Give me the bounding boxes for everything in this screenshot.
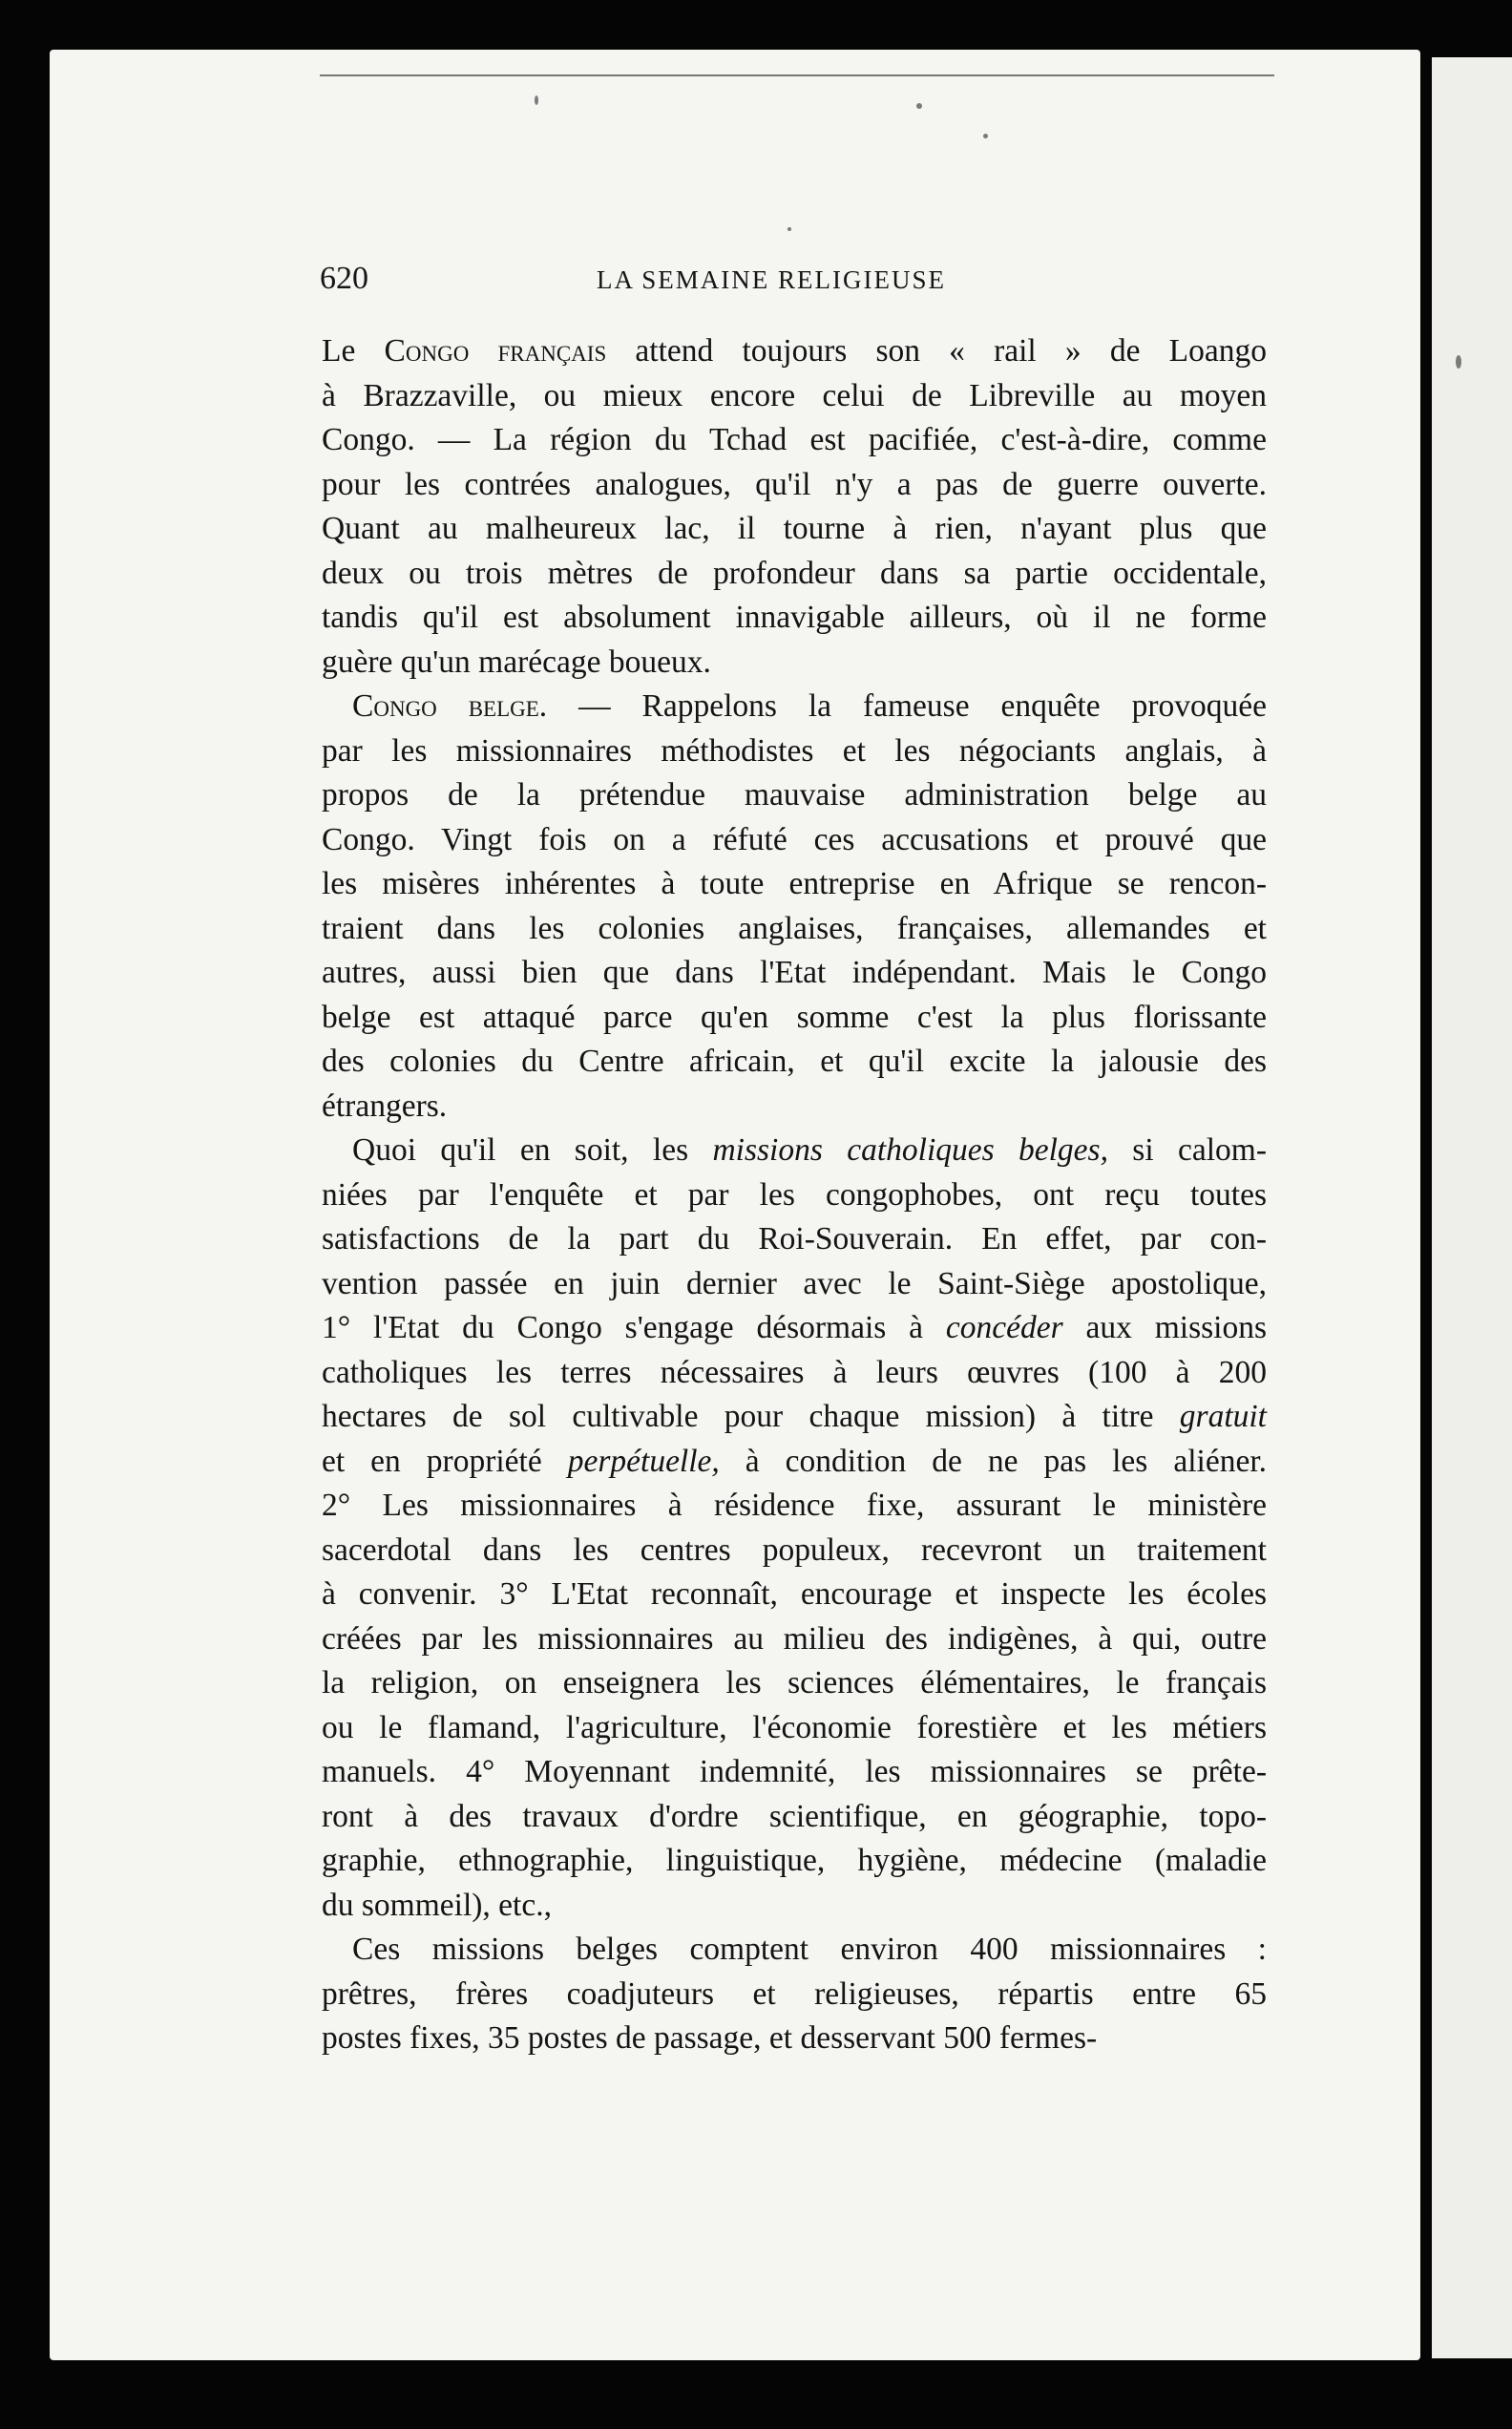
text-line	[322, 552, 1267, 597]
small-caps-text: Congo belge.	[352, 688, 548, 724]
text-line	[322, 1085, 1267, 1130]
page-top-rule	[320, 74, 1274, 76]
text-line	[322, 1750, 1267, 1795]
text-line	[322, 818, 1267, 863]
text-line	[322, 996, 1267, 1041]
text-run: — Rappelons la fameuse enquête provoquée	[547, 688, 1267, 724]
text-run: si calom-	[1107, 1132, 1267, 1168]
text-line	[322, 1351, 1267, 1396]
text-line	[322, 463, 1267, 508]
text-run: vention passée en juin dernier avec le Saint-Siège apostolique,	[322, 1265, 1267, 1301]
small-caps-text: Congo français	[384, 333, 607, 369]
text-run: guère qu'un marécage boueux.	[322, 644, 711, 680]
text-line	[322, 2017, 1267, 2061]
text-run: hectares de sol cultivable pour chaque mission) à titre	[322, 1399, 1180, 1434]
text-line	[322, 1884, 1267, 1929]
text-line	[322, 685, 1267, 729]
text-line	[322, 374, 1267, 419]
italic-text: missions catholiques belges,	[712, 1132, 1108, 1168]
text-run: Quant au malheureux lac, il tourne à rien, n'ayant plus que	[322, 511, 1267, 546]
text-run: du sommeil), etc.,	[322, 1887, 552, 1923]
text-run: catholiques les terres nécessaires à leurs œuvres (100 à 200	[322, 1354, 1267, 1390]
text-line	[322, 1484, 1267, 1529]
scan-speck	[535, 95, 538, 105]
text-line	[322, 329, 1267, 374]
text-line	[322, 729, 1267, 774]
text-line	[322, 1306, 1267, 1351]
scan-speck	[1456, 355, 1461, 369]
running-title: LA SEMAINE RELIGIEUSE	[597, 265, 946, 294]
scan-speck	[983, 134, 988, 138]
text-run: Ces missions belges comptent environ 400 missionnaires :	[352, 1932, 1267, 1967]
text-line	[322, 507, 1267, 552]
text-line	[322, 418, 1267, 463]
text-run: Le	[322, 333, 385, 369]
italic-text: perpétuelle,	[567, 1443, 720, 1479]
text-run: belge est attaqué parce qu'en somme c'est la plus florissante	[322, 999, 1267, 1035]
text-line	[322, 1217, 1267, 1262]
text-run: à convenir. 3° L'Etat reconnaît, encourage et inspecte les écoles	[322, 1576, 1267, 1612]
text-run: postes fixes, 35 postes de passage, et desservant 500 fermes-	[322, 2020, 1098, 2056]
italic-text: concéder	[945, 1310, 1063, 1345]
italic-text: gratuit	[1179, 1399, 1267, 1434]
text-line	[322, 1040, 1267, 1085]
scan-speck	[788, 227, 791, 231]
text-run: à Brazzaville, ou mieux encore celui de Libreville au moyen	[322, 377, 1267, 413]
text-run: propos de la prétendue mauvaise administration belge au	[322, 777, 1267, 813]
text-line	[322, 1973, 1267, 2017]
text-run: attend toujours son « rail » de Loango	[606, 333, 1267, 369]
text-run: pour les contrées analogues, qu'il n'y a pas de guerre ouverte.	[322, 466, 1267, 502]
text-run: manuels. 4° Moyennant indemnité, les missionnaires se prête-	[322, 1754, 1267, 1789]
text-line	[322, 596, 1267, 641]
text-run: par les missionnaires méthodistes et les négociants anglais, à	[322, 732, 1267, 769]
text-line	[322, 1395, 1267, 1440]
text-line	[322, 1928, 1267, 1973]
text-run: Congo. Vingt fois on a réfuté ces accusations et prouvé que	[322, 821, 1267, 857]
text-line	[322, 1440, 1267, 1485]
text-run: graphie, ethnographie, linguistique, hygiène, médecine (maladie	[322, 1843, 1267, 1878]
text-run: des colonies du Centre africain, et qu'il excite la jalousie des	[322, 1044, 1267, 1079]
text-run: traient dans les colonies anglaises, françaises, allemandes et	[322, 910, 1267, 946]
text-run: les misères inhérentes à toute entreprise en Afrique se rencon-	[322, 866, 1267, 901]
scan-speck	[916, 103, 922, 109]
text-run: ou le flamand, l'agriculture, l'économie forestière et les métiers	[322, 1709, 1267, 1745]
text-run: 2° Les missionnaires à résidence fixe, assurant le ministère	[322, 1488, 1267, 1523]
text-line	[322, 1129, 1267, 1173]
text-line	[322, 951, 1267, 996]
running-head	[320, 256, 1274, 302]
text-run: étrangers.	[322, 1088, 448, 1124]
text-line	[322, 1262, 1267, 1307]
text-line	[322, 1839, 1267, 1884]
text-run: Congo. — La région du Tchad est pacifiée, c'est-à-dire, comme	[322, 422, 1267, 457]
text-line	[322, 1617, 1267, 1662]
text-run: autres, aussi bien que dans l'Etat indépendant. Mais le Congo	[322, 955, 1267, 990]
text-run: Quoi qu'il en soit, les	[352, 1132, 713, 1168]
text-run: créées par les missionnaires au milieu des indigènes, à qui, outre	[322, 1620, 1267, 1657]
text-line	[322, 773, 1267, 818]
body-text	[322, 329, 1267, 2061]
text-run: à condition de ne pas les aliéner.	[719, 1443, 1268, 1479]
text-run: aux missions	[1062, 1310, 1267, 1345]
text-line	[322, 862, 1267, 907]
text-run: 1° l'Etat du Congo s'engage désormais à	[322, 1310, 946, 1345]
text-run: et en propriété	[322, 1443, 568, 1479]
text-line	[322, 1173, 1267, 1218]
text-run: deux ou trois mètres de profondeur dans sa partie occidentale,	[322, 555, 1267, 591]
text-run: sacerdotal dans les centres populeux, recevront un traitement	[322, 1531, 1267, 1568]
text-run: niées par l'enquête et par les congophobes, ont reçu toutes	[322, 1176, 1267, 1213]
text-run: satisfactions de la part du Roi-Souverain. En effet, par con-	[322, 1221, 1267, 1257]
text-run: ront à des travaux d'ordre scientifique, en géographie, topo-	[322, 1798, 1267, 1834]
text-run: tandis qu'il est absolument innavigable ailleurs, où il ne forme	[322, 600, 1267, 635]
text-run: prêtres, frères coadjuteurs et religieuses, répartis entre 65	[322, 1975, 1267, 2012]
text-run: la religion, on enseignera les sciences élémentaires, le français	[322, 1665, 1267, 1700]
text-line	[322, 1573, 1267, 1617]
text-line	[322, 1706, 1267, 1751]
text-line	[322, 1529, 1267, 1574]
text-line	[322, 641, 1267, 686]
text-line	[322, 1795, 1267, 1840]
page-number: 620	[320, 261, 368, 296]
facing-page-edge	[1432, 57, 1512, 2358]
text-line	[322, 907, 1267, 952]
text-line	[322, 1661, 1267, 1706]
